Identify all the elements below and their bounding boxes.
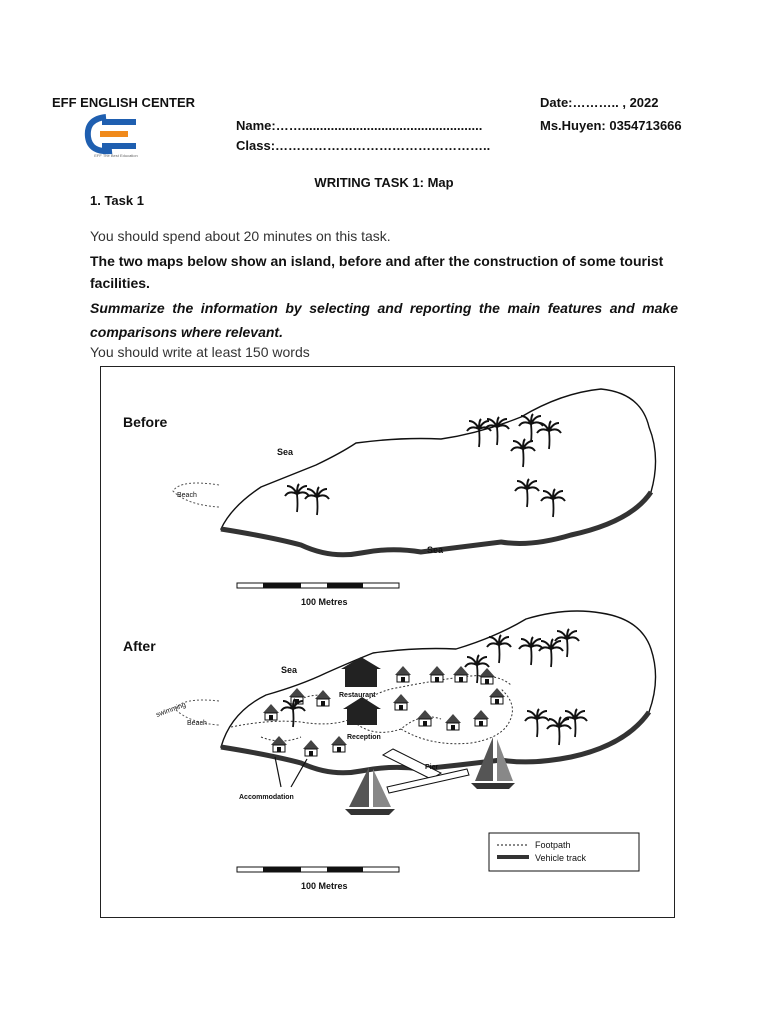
before-sea-top: Sea	[277, 447, 294, 457]
after-reception: Reception	[347, 734, 381, 741]
instruction-prompt: The two maps below show an island, before and after the construction of some tourist facilities.	[90, 253, 664, 291]
after-island	[175, 611, 656, 773]
map-legend	[489, 833, 639, 871]
before-scale-bar	[237, 583, 399, 588]
student-class-field: Class:…………………………………………..	[236, 138, 491, 153]
page-heading: WRITING TASK 1: Map	[314, 175, 454, 190]
instruction-word-count: You should write at least 150 words	[90, 344, 310, 360]
before-title: Before	[123, 414, 168, 430]
before-island	[173, 389, 656, 555]
eff-logo-icon	[76, 113, 156, 159]
logo-tagline: EFF The Best Education	[94, 153, 138, 158]
task-label: 1. Task 1	[90, 193, 144, 208]
after-sea: Sea	[281, 665, 298, 675]
after-swimming: swimming	[155, 701, 187, 719]
after-scale-bar	[237, 867, 399, 872]
date-line: Date:……….. , 2022	[540, 95, 659, 110]
legend-footpath: Footpath	[535, 840, 571, 850]
student-name-field: Name:……..................................................	[236, 118, 483, 133]
instruction-summary: Summarize the information by selecting and reporting the main features and make comparisons where relevant.	[90, 300, 678, 340]
before-sea-bottom: Sea	[427, 545, 444, 555]
after-pier: Pier	[425, 764, 439, 771]
before-beach: Beach	[177, 492, 197, 499]
after-scale-label: 100 Metres	[301, 881, 348, 891]
instruction-time: You should spend about 20 minutes on this task.	[90, 228, 391, 244]
teacher-contact: Ms.Huyen: 0354713666	[540, 118, 682, 133]
after-beach: Beach	[187, 720, 207, 727]
after-restaurant: Restaurant	[339, 692, 376, 699]
after-accommodation: Accommodation	[239, 794, 294, 801]
island-maps	[101, 367, 676, 919]
after-title: After	[123, 638, 156, 654]
map-figure	[100, 366, 675, 918]
legend-vehicle-track: Vehicle track	[535, 853, 587, 863]
center-name: EFF ENGLISH CENTER	[52, 95, 196, 110]
before-scale-label: 100 Metres	[301, 597, 348, 607]
